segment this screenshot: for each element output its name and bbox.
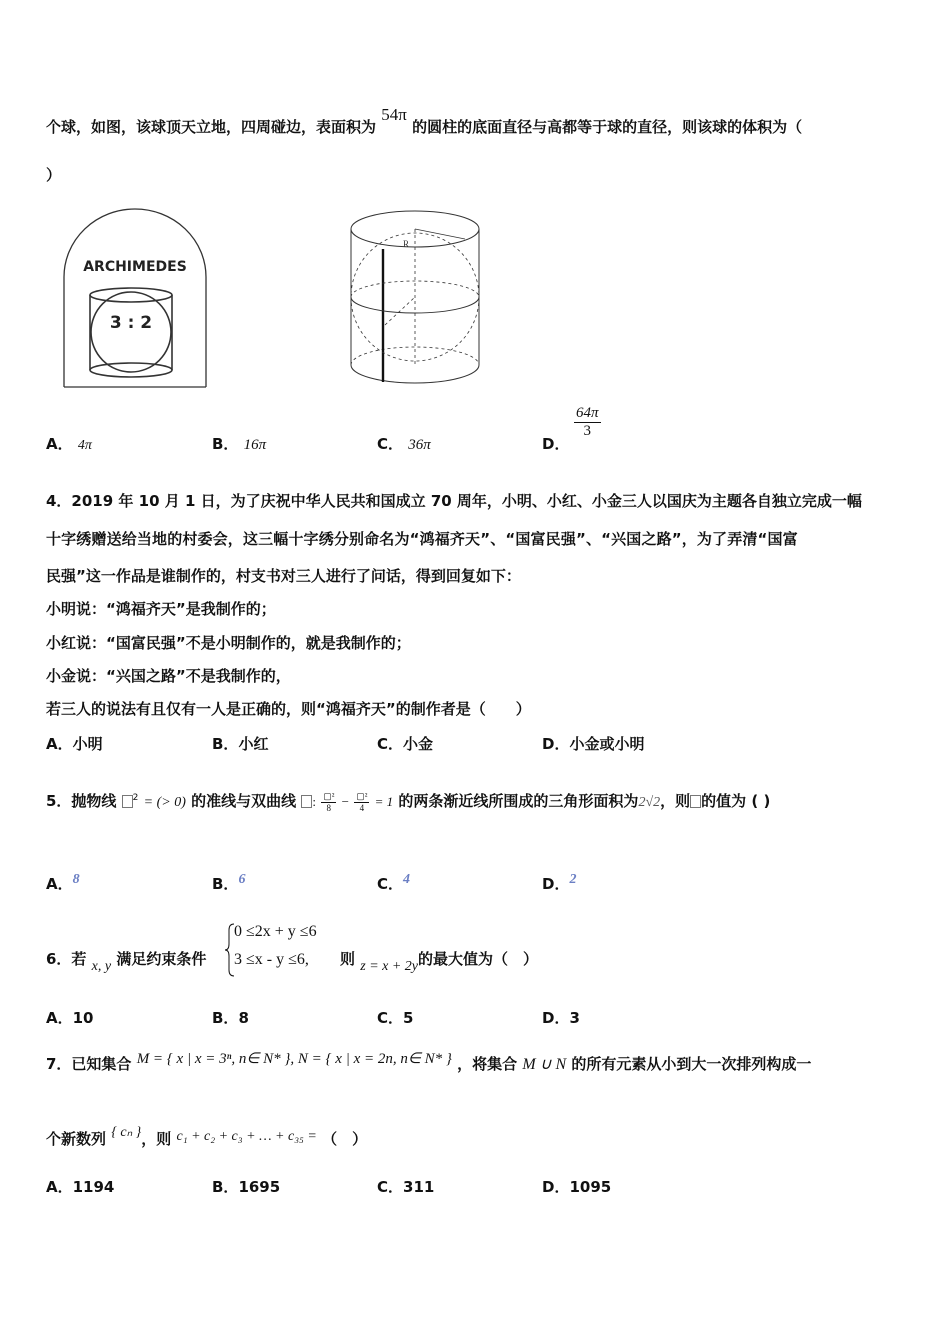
q7-line2 xyxy=(46,1125,368,1149)
q6-line-end xyxy=(340,948,539,974)
option-value: 3 xyxy=(569,1009,580,1027)
option-value: 4 xyxy=(403,872,411,887)
q7-option-a[interactable] xyxy=(46,1176,114,1197)
option-value: 311 xyxy=(403,1178,435,1196)
q3-text-pre: 个球，如图，该球顶天立地，四周碰边，表面积为 xyxy=(46,118,377,136)
q5-text-4: ，则 xyxy=(660,792,691,810)
q7-option-d[interactable] xyxy=(542,1176,611,1197)
placeholder-glyph xyxy=(690,795,701,808)
q4-line4: 小明说：“鸿福齐天”是我制作的； xyxy=(46,600,276,618)
q7-line1 xyxy=(46,1053,811,1074)
q6-text-1: 6．若 xyxy=(46,950,87,968)
option-value: 小红 xyxy=(238,735,269,753)
q7-option-b[interactable] xyxy=(212,1176,280,1197)
q4-option-c[interactable] xyxy=(377,733,433,754)
q6-option-b[interactable] xyxy=(212,1007,249,1028)
q5-parabola-eq: = (> 0) xyxy=(143,795,186,810)
option-value: 小金 xyxy=(403,735,434,753)
q6-objective: z = x + 2y xyxy=(360,959,419,974)
q3-area: 54π xyxy=(381,105,407,124)
option-value: 1095 xyxy=(569,1178,612,1196)
option-letter: A． xyxy=(46,1009,73,1027)
archimedes-ratio: 3 : 2 xyxy=(109,313,153,333)
q7-text-3: 的所有元素从小到大一次排列构成一 xyxy=(571,1055,812,1073)
frac-den: 4 xyxy=(359,802,365,813)
option-value: 8 xyxy=(238,1009,249,1027)
q4-line3: 民强”这一作品是谁制作的，村支书对三人进行了问话，得到回复如下： xyxy=(46,567,521,585)
q3-line2: ） xyxy=(46,166,62,184)
q5-hyp-frac-a: $\frac{\text{▢²}}{8}$ xyxy=(323,790,335,813)
q6-text-4: 的最大值为（ ） xyxy=(418,950,539,968)
option-letter: C． xyxy=(377,1178,404,1196)
q6-option-d[interactable] xyxy=(542,1007,580,1028)
q5-option-d[interactable] xyxy=(542,873,576,894)
option-value: 36π xyxy=(408,437,431,453)
option-value: 16π xyxy=(243,437,267,453)
placeholder-glyph xyxy=(122,795,133,808)
q7-text-2: ，将集合 xyxy=(457,1055,518,1073)
option-letter: A． xyxy=(46,875,73,893)
q6-line-start xyxy=(46,948,207,974)
option-value: 小明 xyxy=(72,735,103,753)
q4-line5: 小红说：“国富民强”不是小明制作的，就是我制作的； xyxy=(46,634,411,652)
option-value: 6 xyxy=(238,872,246,887)
fraction-numerator: 64π xyxy=(576,405,599,421)
option-letter: C． xyxy=(377,1009,404,1027)
fraction-denominator: 3 xyxy=(583,423,591,439)
superscript: 2 xyxy=(132,793,139,803)
minus: − xyxy=(341,794,349,809)
option-letter: B． xyxy=(212,735,239,753)
option-letter: B． xyxy=(212,875,239,893)
q5-area: 2√2 xyxy=(638,795,661,810)
option-letter: C． xyxy=(377,435,404,453)
q3-option-a[interactable] xyxy=(46,433,92,454)
q3-line1 xyxy=(46,105,803,137)
option-letter: A． xyxy=(46,1178,73,1196)
option-letter: D． xyxy=(542,1178,570,1196)
q5-hyp-frac-b: $\frac{\text{▢²}}{4}$ xyxy=(356,790,368,813)
colon: : xyxy=(312,794,316,809)
q6-option-c[interactable] xyxy=(377,1007,413,1028)
option-value: 1194 xyxy=(72,1178,115,1196)
option-letter: D． xyxy=(542,1009,570,1027)
option-value: 1695 xyxy=(238,1178,281,1196)
option-value: 8 xyxy=(72,872,80,887)
option-letter: A． xyxy=(46,435,73,453)
q4-line6: 小金说：“兴国之路”不是我制作的， xyxy=(46,667,291,685)
q6-vars: x, y xyxy=(91,959,112,974)
q6-constraint-1: 0 ≤2x + y ≤6 xyxy=(234,923,317,940)
placeholder-glyph xyxy=(301,795,312,808)
option-letter: C． xyxy=(377,875,404,893)
option-value: 10 xyxy=(72,1009,94,1027)
q5-option-a[interactable] xyxy=(46,873,80,894)
q3-text-post: 的圆柱的底面直径与高都等于球的直径，则该球的体积为（ xyxy=(412,118,803,136)
option-value: 4π xyxy=(77,438,92,453)
q7-text-4: 个新数列 xyxy=(46,1130,107,1148)
q5-option-c[interactable] xyxy=(377,873,410,894)
frac-den: 8 xyxy=(326,802,332,813)
q5-text-2: 的准线与双曲线 xyxy=(191,792,297,810)
option-value: 5 xyxy=(403,1009,414,1027)
q4-line2: 十字绣赠送给当地的村委会，这三幅十字绣分别命名为“鸿福齐天”、“国富民强”、“兴国之路”，为了弄清“国富 xyxy=(46,530,798,548)
option-letter: D． xyxy=(542,735,570,753)
q7-text-1: 7．已知集合 xyxy=(46,1055,132,1073)
q4-option-a[interactable] xyxy=(46,733,103,754)
q5-hyp-rhs: = 1 xyxy=(374,794,394,809)
q7-text-5: ，则 xyxy=(141,1130,172,1148)
q7-union: M ∪ N xyxy=(522,1056,567,1073)
archimedes-title: ARCHIMEDES xyxy=(83,259,187,275)
q3-option-c[interactable] xyxy=(377,433,431,454)
q5-line xyxy=(46,790,770,813)
option-letter: B． xyxy=(212,1009,239,1027)
q7-set-n: , N = { x | x = 2n, n∈ N* } xyxy=(290,1051,452,1067)
q3-option-d[interactable] xyxy=(542,433,569,454)
option-letter: C． xyxy=(377,735,404,753)
q6-option-a[interactable] xyxy=(46,1007,93,1028)
q7-option-c[interactable] xyxy=(377,1176,434,1197)
radius-label: R xyxy=(403,239,410,249)
option-letter: B． xyxy=(212,435,239,453)
q4-option-b[interactable] xyxy=(212,733,268,754)
q4-line7: 若三人的说法有且仅有一人是正确的，则“鸿福齐天”的制作者是（ ） xyxy=(46,700,531,718)
option-value: 小金或小明 xyxy=(569,735,645,753)
q7-sequence: { cₙ } xyxy=(111,1125,142,1140)
option-letter: D． xyxy=(542,435,570,453)
q7-set-m: M = { x | x = 3ⁿ, n∈ N* } xyxy=(136,1051,291,1067)
q3-option-b[interactable] xyxy=(212,433,266,454)
q5-text-1: 5．抛物线 xyxy=(46,792,117,810)
q4-option-d[interactable] xyxy=(542,733,644,754)
option-letter: D． xyxy=(542,875,570,893)
option-value: 2 xyxy=(569,872,577,887)
q7-sum: c₁ + c₂ + c₃ + … + c₃₅ = xyxy=(176,1129,317,1144)
option-letter: A． xyxy=(46,735,73,753)
archimedes-tombstone-figure xyxy=(60,205,210,390)
q5-option-b[interactable] xyxy=(212,873,245,894)
cylinder-sphere-figure xyxy=(345,205,485,390)
q6-constraint-2: 3 ≤x - y ≤6, xyxy=(234,951,309,968)
q5-text-5: 的值为 ( ) xyxy=(701,792,771,810)
q3-option-d-fraction xyxy=(574,405,601,440)
q4-line1: 4．2019 年 10 月 1 日，为了庆祝中华人民共和国成立 70 周年，小明、小红、小金三人以国庆为主题各自独立完成一幅 xyxy=(46,492,862,510)
q6-text-3: 则 xyxy=(340,950,356,968)
q7-text-6: （ ） xyxy=(322,1130,368,1148)
q6-text-2: 满足约束条件 xyxy=(116,950,207,968)
q5-text-3: 的两条渐近线所围成的三角形面积为 xyxy=(398,792,639,810)
option-letter: B． xyxy=(212,1178,239,1196)
